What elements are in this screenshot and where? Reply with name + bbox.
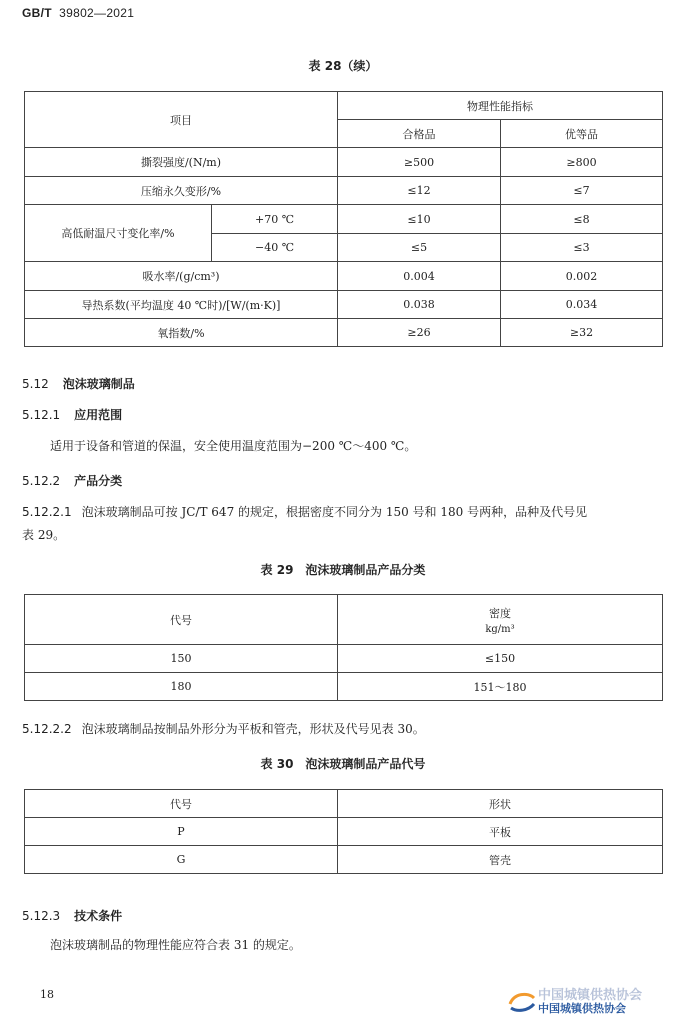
row-label: 高低耐温尺寸变化率/%: [25, 205, 212, 262]
header-code: 代号: [25, 790, 338, 818]
standard-number: GB/T 39802—2021: [22, 6, 135, 20]
header-item: 项目: [25, 92, 338, 148]
header-density-unit: kg/m³: [485, 623, 515, 635]
cell-qualified: ≥500: [338, 148, 501, 177]
cell-shape: 管壳: [338, 846, 663, 874]
row-sublabel: +70 ℃: [212, 205, 338, 234]
watermark-subtext: 中国城镇供热协会: [538, 1002, 626, 1015]
cell-excellent: ≤3: [501, 234, 663, 262]
header-density: 密度 kg/m³: [338, 595, 663, 645]
cell-qualified: ≥26: [338, 319, 501, 347]
table-29-caption: 表 29 泡沫玻璃制品产品分类: [260, 563, 426, 577]
cell-qualified: ≤10: [338, 205, 501, 234]
row-label: 导热系数(平均温度 40 ℃时)/[W/(m·K)]: [25, 291, 338, 319]
cell-density: ≤150: [338, 645, 663, 673]
row-label: 压缩永久变形/%: [25, 177, 338, 205]
table-30: [24, 789, 663, 874]
cell-code: G: [25, 846, 338, 874]
cell-excellent: ≤8: [501, 205, 663, 234]
row-label: 吸水率/(g/cm³): [25, 262, 338, 291]
cell-shape: 平板: [338, 818, 663, 846]
cell-density: 151～180: [338, 673, 663, 701]
cell-excellent: ≤7: [501, 177, 663, 205]
cell-qualified: 0.004: [338, 262, 501, 291]
header-qualified: 合格品: [338, 120, 501, 148]
cell-code: 150: [25, 645, 338, 673]
section-5-12-1-heading: 5.12.1 应用范围: [22, 408, 123, 422]
table-28: [24, 91, 663, 347]
table-28-caption: 表 28（续）: [308, 59, 378, 73]
table-29: [24, 594, 663, 701]
row-sublabel: −40 ℃: [212, 234, 338, 262]
section-5-12-3-text: 泡沫玻璃制品的物理性能应符合表 31 的规定。: [50, 938, 301, 952]
section-5-12-2-2-text: 5.12.2.2 泡沫玻璃制品按制品外形分为平板和管壳，形状及代号见表 30。: [22, 722, 425, 736]
section-5-12-1-text: 适用于设备和管道的保温，安全使用温度范围为−200 ℃～400 ℃。: [50, 439, 417, 453]
header-code: 代号: [25, 595, 338, 645]
section-5-12-2-heading: 5.12.2 产品分类: [22, 474, 123, 488]
page-number: 18: [40, 988, 54, 1001]
cell-code: 180: [25, 673, 338, 701]
section-5-12-heading: 5.12 泡沫玻璃制品: [22, 377, 135, 391]
cell-qualified: ≤12: [338, 177, 501, 205]
cell-excellent: ≥800: [501, 148, 663, 177]
section-5-12-2-1-text: 5.12.2.1 泡沫玻璃制品可按 JC/T 647 的规定，根据密度不同分为 150 号和 180 号两种，品种及代号见 表 29。: [22, 505, 588, 542]
cell-excellent: 0.002: [501, 262, 663, 291]
row-label: 氧指数/%: [25, 319, 338, 347]
cell-qualified: 0.038: [338, 291, 501, 319]
row-label: 撕裂强度/(N/m): [25, 148, 338, 177]
cell-code: P: [25, 818, 338, 846]
cell-qualified: ≤5: [338, 234, 501, 262]
cell-excellent: ≥32: [501, 319, 663, 347]
header-shape: 形状: [338, 790, 663, 818]
watermark: [508, 984, 668, 1020]
watermark-text: 中国城镇供热协会: [538, 988, 643, 1003]
section-5-12-3-heading: 5.12.3 技术条件: [22, 909, 123, 923]
header-physical-index: 物理性能指标: [338, 92, 663, 120]
table-30-caption: 表 30 泡沫玻璃制品产品代号: [260, 757, 426, 771]
association-logo-icon: [508, 990, 536, 1014]
header-excellent: 优等品: [501, 120, 663, 148]
cell-excellent: 0.034: [501, 291, 663, 319]
